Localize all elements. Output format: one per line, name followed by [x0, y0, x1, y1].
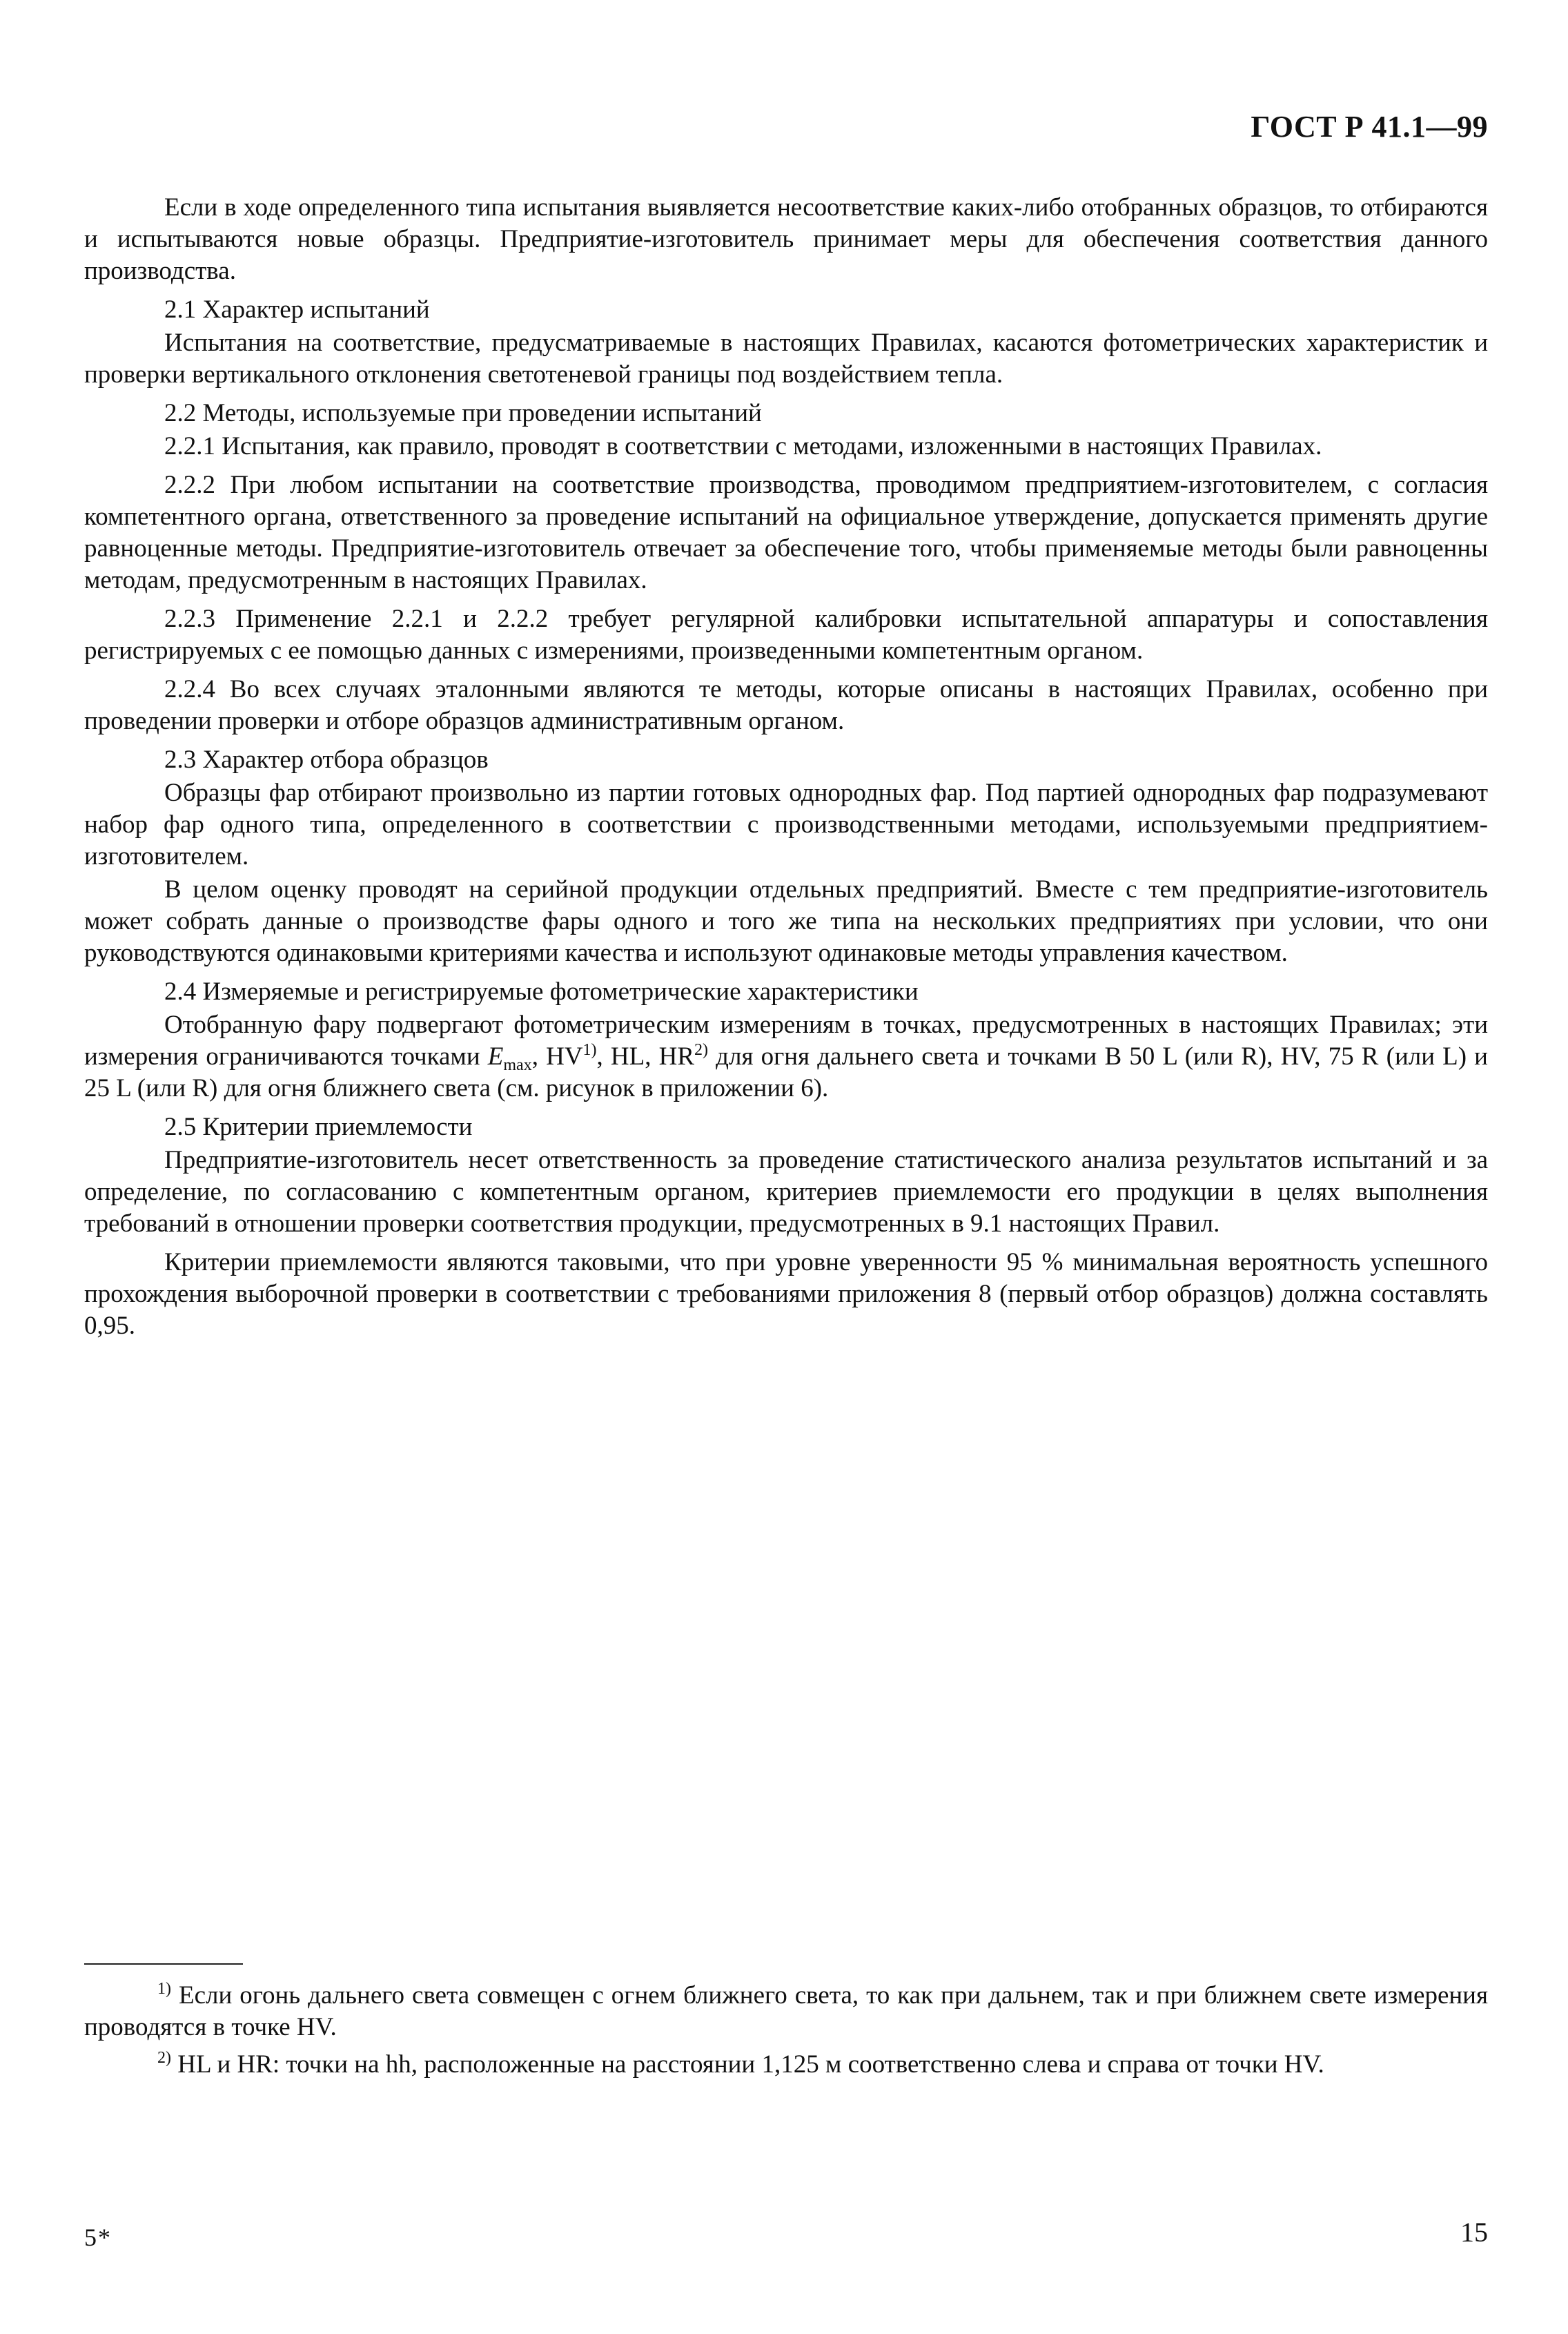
paragraph-2-5-b: Критерии приемлемости являются таковыми, что при уровне уверенности 95 % минимальная вероятность успешного прохождения выборочной проверки в соответствии с требованиями приложения 8 (первый отбор образцов) должна составлять 0,95. — [84, 1248, 1488, 1340]
paragraph-2-1: Испытания на соответствие, предусматриваемые в настоящих Правилах, касаются фотометрических характеристик и проверки вертикального отклонения светотеневой границы под воздействием тепла. — [84, 329, 1488, 389]
section-heading-2-5: 2.5 Критерии приемлемости — [164, 1113, 473, 1141]
paragraph-2-3-a: Образцы фар отбирают произвольно из партии готовых однородных фар. Под партией однородных фар подразумевают набор фар одного типа, определенного в соответствии с производственными методами, используемыми предприятием-изготовителем. — [84, 779, 1488, 871]
footnote-1 — [84, 1980, 1488, 2043]
section-heading-2-3: 2.3 Характер отбора образцов — [164, 746, 489, 774]
paragraph-2-4-part3: , HL, HR — [596, 1042, 695, 1071]
emax-subscript: max — [503, 1056, 532, 1074]
main-text — [84, 192, 1488, 1349]
paragraph-2-2-3: 2.2.3 Применение 2.2.1 и 2.2.2 требует регулярной калибровки испытательной аппаратуры и сопоставления регистрируемых с ее помощью данных с измерениями, произведенными компетентным органом. — [84, 605, 1488, 665]
footnote-2-text: HL и HR: точки на hh, расположенные на расстоянии 1,125 м соответственно слева и справа от точки HV. — [171, 2050, 1324, 2079]
section-heading-2-1: 2.1 Характер испытаний — [164, 295, 430, 324]
emax-letter: E — [487, 1042, 504, 1071]
footnote-2 — [84, 2049, 1488, 2081]
footnote-2-mark: 2) — [157, 2049, 171, 2067]
standard-code: ГОСТ Р 41.1—99 — [1251, 110, 1488, 144]
footnote-divider — [84, 1963, 243, 1965]
signature-mark: 5* — [84, 2224, 112, 2251]
paragraph-intro: Если в ходе определенного типа испытания выявляется несоответствие каких-либо отобранных образцов, то отбираются и испытываются новые образцы. Предприятие-изготовитель принимает меры для обеспечения соответствия данного производства. — [84, 193, 1488, 285]
section-heading-2-4: 2.4 Измеряемые и регистрируемые фотометрические характеристики — [164, 978, 919, 1006]
footnote-1-text: Если огонь дальнего света совмещен с огнем ближнего света, то как при дальнем, так и при ближнем свете измерения проводятся в точке HV. — [84, 1981, 1488, 2041]
paragraph-2-5-a: Предприятие-изготовитель несет ответственность за проведение статистического анализа результатов испытаний и за определение, по согласованию с компетентным органом, критериев приемлемости его продукции в целях выполнения требований в отношении проверки соответствия продукции, предусмотренных в 9.1 настоящих Правил. — [84, 1146, 1488, 1238]
paragraph-2-4-part4: для огня дальнего света и точками B 50 L (или R), HV, 75 R (или L) и 25 L (или R) для огня ближнего света (см. рисунок в приложении 6). — [84, 1042, 1488, 1102]
footnotes-block — [84, 1980, 1488, 2086]
paragraph-2-2-1: 2.2.1 Испытания, как правило, проводят в соответствии с методами, изложенными в настоящих Правилах. — [164, 432, 1322, 460]
page-number: 15 — [1460, 2217, 1488, 2248]
paragraph-2-3-b: В целом оценку проводят на серийной продукции отдельных предприятий. Вместе с тем предприятие-изготовитель может собрать данные о производстве фары одного и того же типа на нескольких предприятиях при условии, что они руководствуются одинаковыми критериями качества и используют одинаковые методы управления качеством. — [84, 875, 1488, 967]
footnote-ref-1[interactable]: 1) — [582, 1041, 597, 1059]
paragraph-2-2-4: 2.2.4 Во всех случаях эталонными являются те методы, которые описаны в настоящих Правилах, особенно при проведении проверки и отборе образцов административным органом. — [84, 675, 1488, 735]
paragraph-2-4-part2: , HV — [531, 1042, 583, 1071]
footnote-1-mark: 1) — [157, 1980, 171, 1998]
paragraph-2-4-part1: Отобранную фару подвергают фотометрическим измерениям в точках, предусмотренных в настоящих Правилах; эти измерения ограничиваются точками — [84, 1011, 1488, 1071]
footnote-ref-2[interactable]: 2) — [694, 1041, 709, 1059]
section-heading-2-2: 2.2 Методы, используемые при проведении испытаний — [164, 399, 762, 427]
paragraph-2-2-2: 2.2.2 При любом испытании на соответствие производства, проводимом предприятием-изготовителем, с согласия компетентного органа, ответственного за проведение испытаний на официальное утверждение, допускается применять другие равноценные методы. Предприятие-изготовитель отвечает за обеспечение того, чтобы применяемые методы были равноценны методам, предусмотренным в настоящих Правилах. — [84, 471, 1488, 594]
paragraph-2-4 — [84, 1009, 1488, 1105]
